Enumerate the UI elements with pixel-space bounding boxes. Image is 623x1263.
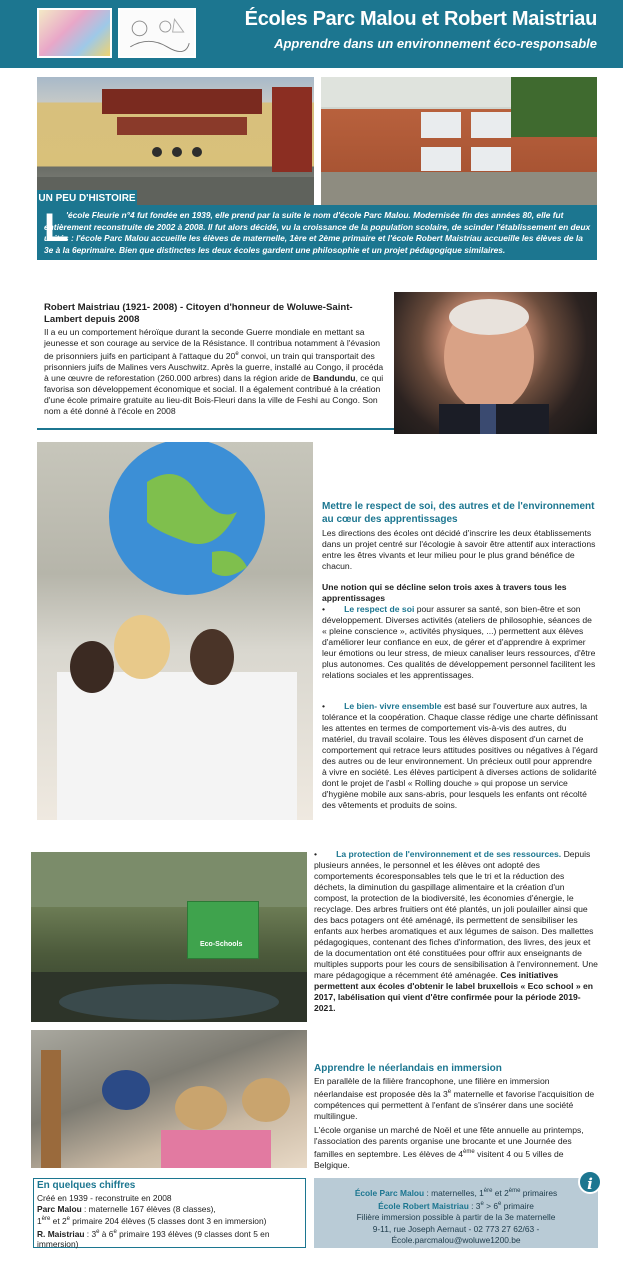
children-with-globe-photo <box>37 442 313 820</box>
eco-school-flag <box>187 901 259 959</box>
figures-line-malou: Parc Malou : maternelle 167 élèves (8 classes), <box>37 1203 216 1214</box>
school-building-1-drawing <box>37 77 314 205</box>
bio-title: Robert Maistriau (1921- 2008) - Citoyen d'honneur de Woluwe-Saint-Lambert depuis 2008 <box>44 302 353 325</box>
history-tag: UN PEU D'HISTOIRE <box>37 190 137 207</box>
history-dropcap: L <box>44 206 69 250</box>
bullet-bien-vivre-ensemble: • Le bien- vivre ensemble est basé sur l'ouverture aux autres, la tolérance et la coopération. Chaque classe rédige une charte définissant les attentes en termes de comportement vis-à-vis des autres, du matériel, du travail scolaire. Tous les élèves disposent d'un carnet de comportement qui retrace leurs attitudes positives ou négatives à l'égard des autres ou de leur environnement. Un précieux outil pour apprendre à vivre en société. Les élèves participent à diverses actions de solidarité dont le projet de l'asbl « Rolling douche » qui propose un service d'hygiène mobile aux sans-abris, pour lesquels les enfants ont récolté des vêtements et produits de soins. <box>322 701 598 810</box>
sketch-thumbnail <box>118 8 196 58</box>
contact-line-immersion: Filière immersion possible à partir de la 3e maternelle <box>356 1212 556 1223</box>
contact-text <box>318 1186 594 1247</box>
figures-title: En quelques chiffres <box>37 1180 136 1191</box>
figures-line-founded: Créé en 1939 - reconstruite en 2008 <box>37 1193 172 1203</box>
respect-intro: Les directions des écoles ont décidé d'inscrire les deux établissements dans un projet centré sur l'écologie à savoir être attentif aux interactions entre les êtres vivants et leur milieu pour le plus grand bénéfice de chacun. <box>322 528 596 571</box>
dutch-paragraph-1: En parallèle de la filière francophone, une filière en immersion néerlandaise est proposée dès la 3e maternelle et favorise l'acquisition de compétences qui permettent à l'enfant de s'insérer dans une société multilingue. <box>314 1076 595 1121</box>
page-title: Écoles Parc Malou et Robert Maistriau <box>244 8 597 30</box>
environment-paragraph: • La protection de l'environnement et de ses ressources. Depuis plusieurs années, le personnel et les élèves ont adopté des comportements écoresponsables tels que le tri et la réduction des déchets, la diminution du gaspillage alimentaire et la création d'un compost, la protection de la biodiversité, les économies d'énergie, le recyclage. Des arbres fruitiers ont été plantés, un joli poulailler ainsi que des bacs potagers ont été aménagé, ils permettent de sensibiliser les enfants aux herbes aromatiques et aux légumes de saison. Des mallettes pédagogiques, contenant des fiches d'information, des livres, des jeux et de la documentation ont été constituées pour offrir aux enseignants de multiples supports pour les cours de sensibilisation à l'environnement. Une mare pédagogique a récemment été aménagée. Ces initiatives permettent aux écoles d'obtenir le label bruxellois « Eco school » en 2017, labélisation qui vient d'être confirmée pour la période 2019-2021. <box>314 849 598 1013</box>
children-chicken-coop-photo <box>31 1030 307 1168</box>
school-parc-malou-photo <box>37 77 314 205</box>
bullet-icon: • <box>322 604 345 614</box>
dutch-section-title: Apprendre le néerlandais en immersion <box>314 1063 502 1074</box>
robert-maistriau-portrait <box>394 292 597 434</box>
page-subtitle: Apprendre dans un environnement éco-responsable <box>274 36 597 51</box>
figures-line-primary: 1ère et 2e primaire 204 élèves (5 classes dont 3 en immersion) <box>37 1215 267 1226</box>
respect-section-title: Mettre le respect de soi, des autres et de l'environnement au cœur des apprentissages <box>322 501 595 525</box>
notion-heading: Une notion qui se décline selon trois axes à travers tous les apprentissages <box>322 582 567 603</box>
eco-school-group-photo <box>31 852 307 1022</box>
figures-text <box>37 1193 305 1250</box>
sketch-drawing <box>120 10 194 56</box>
history-text: 'école Fleurie n°4 fut fondée en 1939, elle prend par la suite le nom d'école Parc Malou. Modernisée fin des années 80, elle fut entièrement reconstruite de 2002 à 2008. Il fut alors décidé, vu la croissance de la population scolaire, de scinder l'établissement en deux unités : l'école Parc Malou accueille les élèves de maternelle, 1ère et 2ème primaire et l'école Robert Maistriau accueille les élèves de la 3e à la 6eprimaire. Bien que distinctes les deux écoles gardent une philosophie et un projet pédagogique similaires. <box>44 210 591 255</box>
contact-line-malou: École Parc Malou : maternelles, 1ère et 2ème primaires <box>354 1187 558 1198</box>
dutch-paragraph-2: L'école organise un marché de Noël et une fête annuelle au printemps, l'association des parents organise une brocante et une Journée des familles en septembre. Les élèves de 4ème visitent 4 ou 5 villes de Belgique. <box>314 1125 584 1170</box>
contact-line-maistriau: École Robert Maistriau : $3^e > 6^e$ primaire <box>378 1201 534 1211</box>
bullet-respect-de-soi: • Le respect de soi pour assurer sa santé, son bien-être et son développement. Diverses activités (ateliers de philosophie, séances de « pleine conscience », activités physiques, ...) permettent aux élèves d'améliorer leur confiance en eux, de gérer et d'apprendre à exprimer leur émotions ou leur stress, de mieux canaliser leurs ressources, d'être plus autonomes. Ces qualités de développement personnel facilitent les relations sociales et les apprentissages. <box>322 604 596 680</box>
children-drawing-thumbnail <box>37 8 112 58</box>
school-building-2-drawing <box>321 77 597 205</box>
figures-line-maistriau: R. Maistriau : 3e à 6e primaire 193 élèves (9 classes dont 5 en immersion) <box>37 1228 270 1249</box>
bio-text: Il a eu un comportement héroïque durant la seconde Guerre mondiale en mettant sa jeunesse et son courage au service de la Résistance. Il contribua notamment à l'évasion de prisonniers juifs en participant à l'attaque du 20e convoi, un train qui transportait des prisonniers juifs de Malines vers Auschwitz. Après la guerre, installé au Congo, il procéda à une œuvre de reforestation (260.000 arbres) dans la région aride de Bandundu, ce qui favorisa son développement économique et social. Il a également contribué à la création d'une école primaire gratuite au lieu-dit Bois-Fleuri dans la ville de Feshi au Congo. Son nom a été donné à l'école en 2008 <box>44 327 384 416</box>
eco-school-flag-label: Eco-Schools <box>200 941 243 948</box>
portrait-drawing <box>394 292 597 434</box>
info-icon: i <box>578 1170 602 1194</box>
chicken-coop-drawing <box>31 1030 307 1168</box>
globe-drawing <box>37 442 313 820</box>
bullet-icon: • <box>314 849 337 859</box>
school-robert-maistriau-photo <box>321 77 597 205</box>
contact-line-address: 9-11, rue Joseph Aernaut - 02 773 27 62/63 - École.parcmalou@woluwe1200.be <box>372 1223 540 1246</box>
bullet-icon: • <box>322 701 345 711</box>
garden-drawing <box>31 852 307 1022</box>
